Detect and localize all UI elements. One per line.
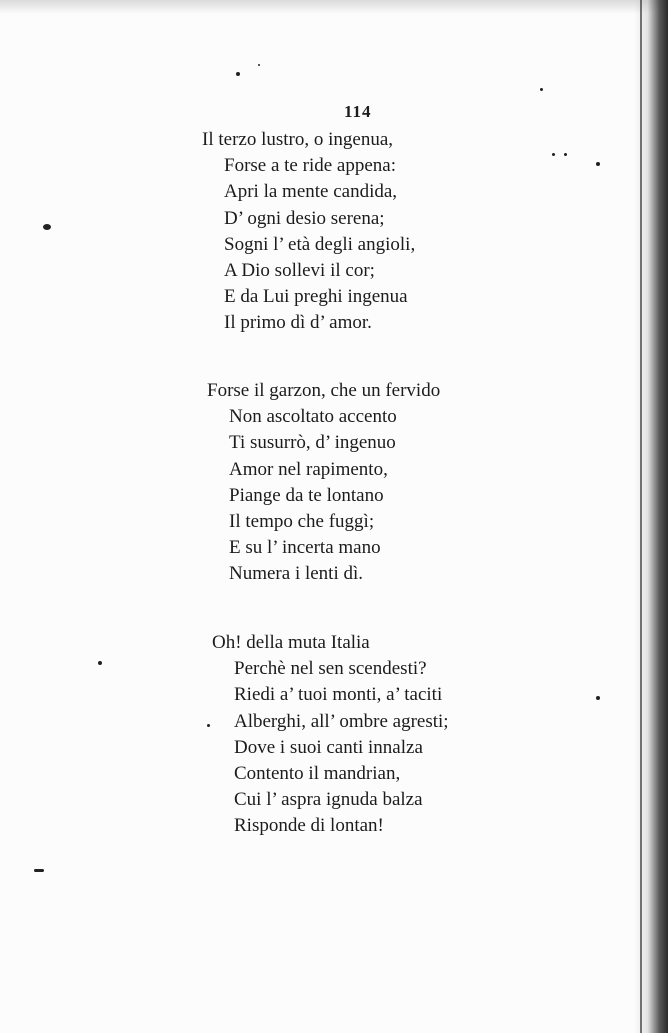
binding-edge-line [640,0,642,1033]
dust-speck [258,64,260,66]
verse-line: Risponde di lontan! [234,815,384,837]
dust-speck [596,162,600,166]
verse-line: Numera i lenti dì. [229,563,364,585]
dust-speck [596,696,600,700]
page-number: 114 [344,102,372,121]
verse-line: Contento il mandrian, [234,763,401,785]
stanza-1 [202,127,415,337]
verse-line: Apri la mente candida, [224,181,398,203]
verse-line: Amor nel rapimento, [229,458,388,480]
verse-line: E da Lui preghi ingenua [224,286,408,308]
dust-speck [564,153,567,156]
dust-speck [236,72,240,76]
verse-line: Piange da te lontano [229,484,384,506]
dust-speck [207,724,210,727]
dust-speck [43,224,51,230]
verse-line: A Dio sollevi il cor; [224,260,375,282]
dust-speck [552,153,555,156]
verse-line: Il terzo lustro, o ingenua, [202,129,394,150]
verse-line: Forse a te ride appena: [224,155,396,177]
dust-speck [98,661,102,665]
verse-line: Perchè nel sen scendesti? [234,658,427,680]
stanza-3 [212,630,449,840]
top-shadow [0,0,668,14]
dust-speck [34,869,44,872]
verse-line: Alberghi, all’ ombre agresti; [234,710,449,732]
verse-line: Il primo dì d’ amor. [224,312,372,334]
verse-line: Riedi a’ tuoi monti, a’ taciti [234,684,443,706]
verse-line: Dove i suoi canti innalza [234,736,423,758]
dust-speck [540,88,543,91]
verse-line: Cui l’ aspra ignuda balza [234,789,423,811]
verse-line: Sogni l’ età degli angioli, [224,233,416,255]
verse-line: Forse il garzon, che un fervido [207,380,441,401]
verse-line: Ti susurrò, d’ ingenuo [229,432,396,454]
verse-line: Oh! della muta Italia [212,632,370,653]
verse-line: E su l’ incerta mano [229,537,381,559]
stanza-2 [207,378,440,588]
verse-line: D’ ogni desio serena; [224,207,385,229]
verse-line: Non ascoltato accento [229,406,397,428]
verse-line: Il tempo che fuggì; [229,511,375,533]
